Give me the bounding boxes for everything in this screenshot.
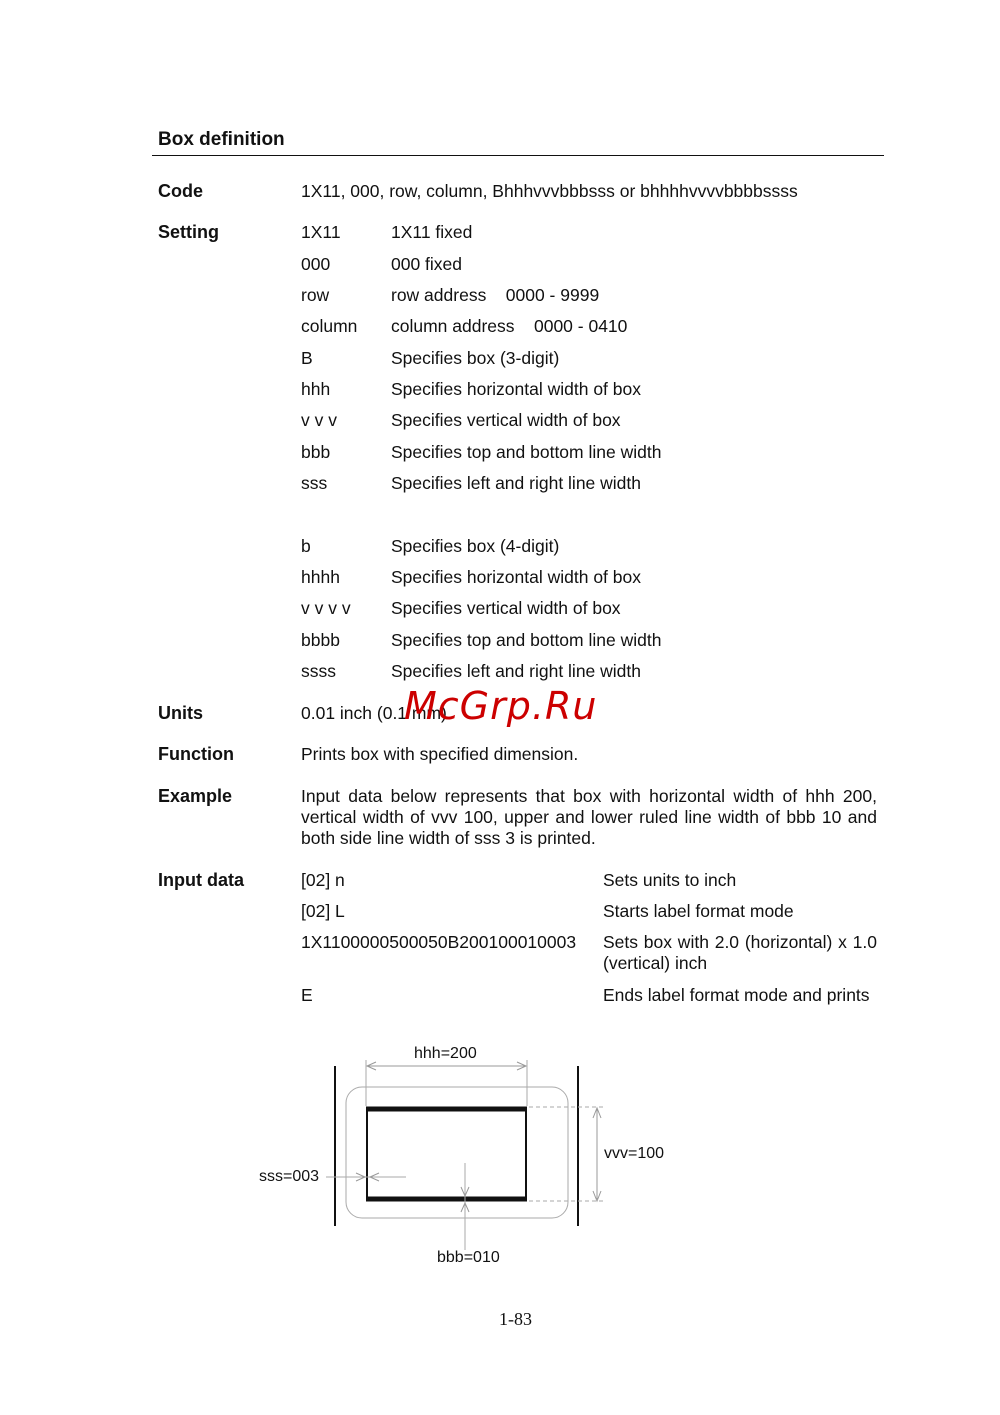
setting-desc: row address 0000 - 9999 (391, 285, 600, 305)
setting-param: hhh (301, 379, 331, 399)
setting-param: b (301, 536, 311, 556)
input-data-desc: Starts label format mode (603, 901, 794, 921)
printed-box (367, 1109, 526, 1200)
setting-desc: Specifies box (4-digit) (391, 536, 560, 556)
setting-param: bbb (301, 442, 331, 462)
function-value: Prints box with specified dimension. (301, 744, 579, 764)
setting-label: Setting (158, 222, 219, 242)
example-text: Input data below represents that box with horizontal width of hhh 200, vertical width of vvv 100, upper and lower ruled line width of bbb 10 and both side line width of sss 3 is printed. (301, 786, 877, 848)
setting-param: bbbb (301, 630, 340, 650)
input-data-code: 1X1100000500050B200100010003 (301, 932, 577, 952)
setting-param: B (301, 348, 313, 368)
setting-param: v v v (301, 410, 337, 430)
setting-param: column (301, 316, 358, 336)
units-value: 0.01 inch (0.1 mm) (301, 703, 447, 723)
setting-param: 000 (301, 254, 331, 274)
setting-desc: Specifies left and right line width (391, 473, 641, 493)
function-label: Function (158, 744, 234, 764)
watermark: McGrp.Ru (404, 684, 598, 728)
setting-desc: Specifies vertical width of box (391, 598, 621, 618)
setting-desc: Specifies top and bottom line width (391, 442, 662, 462)
setting-param: hhhh (301, 567, 340, 587)
input-data-code: [02] n (301, 870, 345, 890)
page-number: 1-83 (499, 1309, 532, 1329)
setting-desc: Specifies box (3-digit) (391, 348, 560, 368)
input-data-desc: Sets box with 2.0 (horizontal) x 1.0 (vertical) inch (603, 932, 877, 973)
setting-param: row (301, 285, 330, 305)
setting-param: v v v v (301, 598, 351, 618)
setting-desc: Specifies vertical width of box (391, 410, 621, 430)
setting-desc: Specifies left and right line width (391, 661, 641, 681)
setting-desc: column address 0000 - 0410 (391, 316, 628, 336)
setting-param: sss (301, 473, 328, 493)
setting-desc: Specifies horizontal width of box (391, 379, 641, 399)
input-data-code: [02] L (301, 901, 345, 921)
input-data-desc: Ends label format mode and prints (603, 985, 870, 1005)
input-data-label: Input data (158, 870, 244, 890)
input-data-code: E (301, 985, 313, 1005)
section-title: Box definition (158, 129, 285, 150)
setting-param: 1X11 (301, 222, 341, 242)
units-label: Units (158, 703, 203, 723)
setting-desc: 1X11 fixed (391, 222, 473, 242)
input-data-desc: Sets units to inch (603, 870, 737, 890)
example-label: Example (158, 786, 233, 806)
setting-desc: 000 fixed (391, 254, 463, 274)
code-value: 1X11, 000, row, column, Bhhhvvvbbbsss or bhhhhvvvvbbbbssss (301, 181, 798, 201)
setting-desc: Specifies top and bottom line width (391, 630, 662, 650)
setting-desc: Specifies horizontal width of box (391, 567, 641, 587)
sss-label: sss=003 (259, 1168, 320, 1185)
setting-param: ssss (301, 661, 336, 681)
code-label: Code (158, 181, 203, 201)
hhh-label: hhh=200 (414, 1045, 477, 1062)
bbb-label: bbb=010 (437, 1249, 500, 1266)
vvv-label: vvv=100 (604, 1145, 665, 1162)
